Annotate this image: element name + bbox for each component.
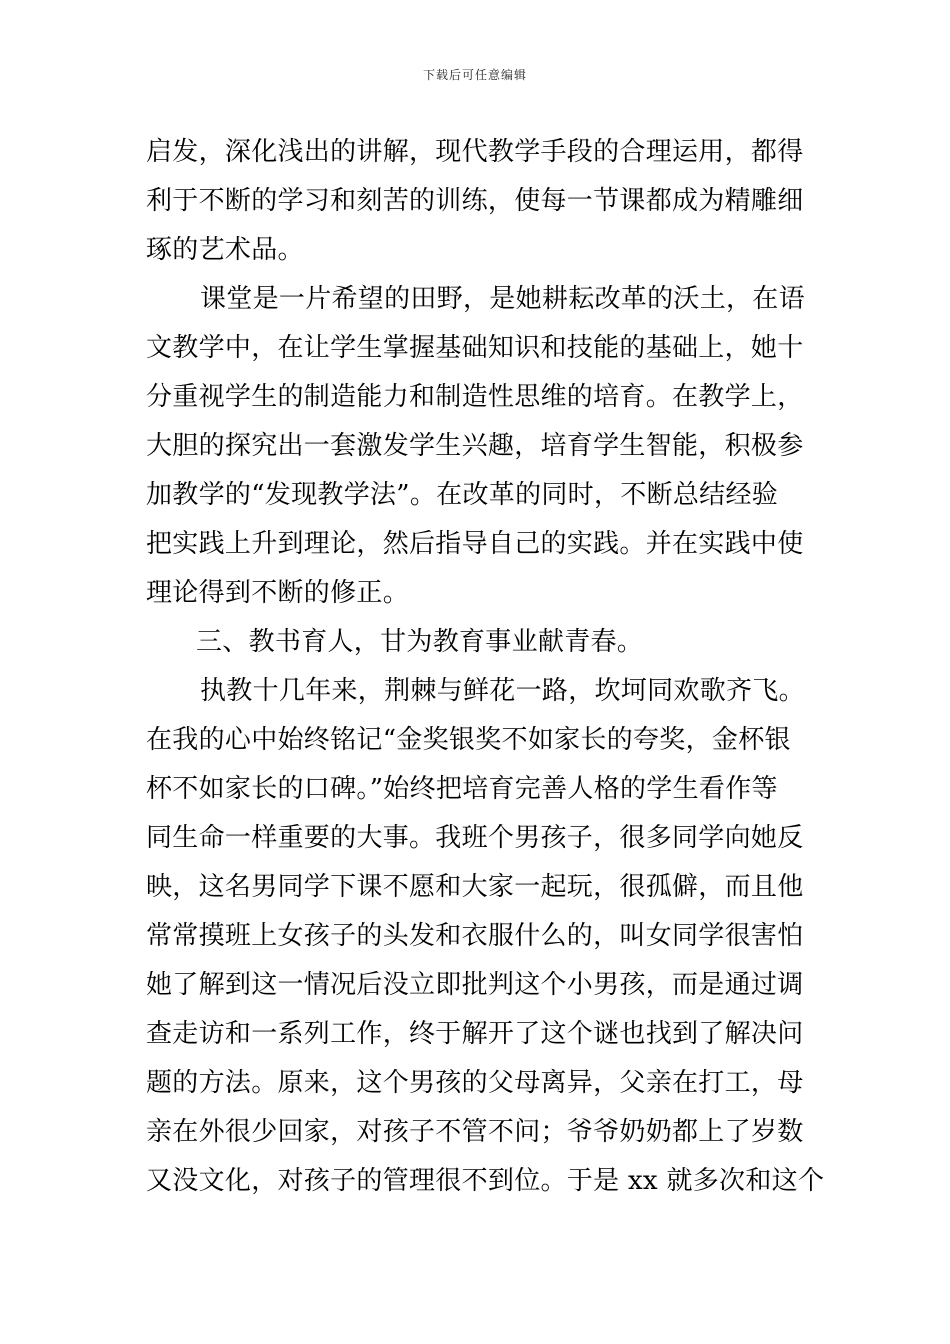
text-line: 利于不断的学习和刻苦的训练，使每一节课都成为精雕细 [146, 186, 804, 216]
text-line: 在我的心中始终铭记“金奖银奖不如家长的夸奖，金杯银 [146, 725, 791, 755]
text-line: 同生命一样重要的大事。我班个男孩子，很多同学向她反 [146, 823, 804, 853]
text-line: 常常摸班上女孩子的头发和衣服什么的，叫女同学很害怕 [146, 921, 804, 951]
text-line: 理论得到不断的修正。 [146, 578, 410, 608]
text-line: 启发，深化浅出的讲解，现代教学手段的合理运用，都得 [146, 137, 804, 167]
text-line: 杯不如家长的口碑。”始终把培育完善人格的学生看作等 [146, 774, 778, 804]
text-line: 查走访和一系列工作，终于解开了这个谜也找到了解决问 [146, 1019, 804, 1049]
body-text [146, 128, 825, 1206]
text-line: 又没文化，对孩子的管理很不到位。于是 xx 就多次和这个 [146, 1166, 825, 1196]
paragraph-first-line: 课堂是一片希望的田野，是她耕耘改革的沃土，在语 [200, 284, 805, 314]
page-header: 下载后可任意编辑 [422, 68, 527, 82]
text-line: 亲在外很少回家，对孩子不管不问；爷爷奶奶都上了岁数 [146, 1117, 804, 1147]
text-line: 分重视学生的制造能力和制造性思维的培育。在教学上， [146, 382, 804, 412]
text-line: 加教学的“发现教学法”。在改革的同时，不断总结经验 [146, 480, 779, 510]
text-line: 她了解到这一情况后没立即批判这个小男孩，而是通过调 [146, 970, 804, 1000]
text-line: 大胆的探究出一套激发学生兴趣，培育学生智能，积极参 [146, 431, 804, 461]
text-line: 文教学中，在让学生掌握基础知识和技能的基础上，她十 [146, 333, 804, 363]
text-line: 把实践上升到理论，然后指导自己的实践。并在实践中使 [146, 529, 804, 559]
section-heading: 三、教书育人，甘为教育事业献青春。 [196, 627, 644, 657]
text-line: 题的方法。原来，这个男孩的父母离异，父亲在打工，母 [146, 1068, 804, 1098]
paragraph-first-line: 执教十几年来，荆棘与鲜花一路，坎坷同欢歌齐飞。 [200, 676, 805, 706]
text-line: 琢的艺术品。 [146, 235, 304, 265]
text-line: 映，这名男同学下课不愿和大家一起玩，很孤僻，而且他 [146, 872, 804, 902]
